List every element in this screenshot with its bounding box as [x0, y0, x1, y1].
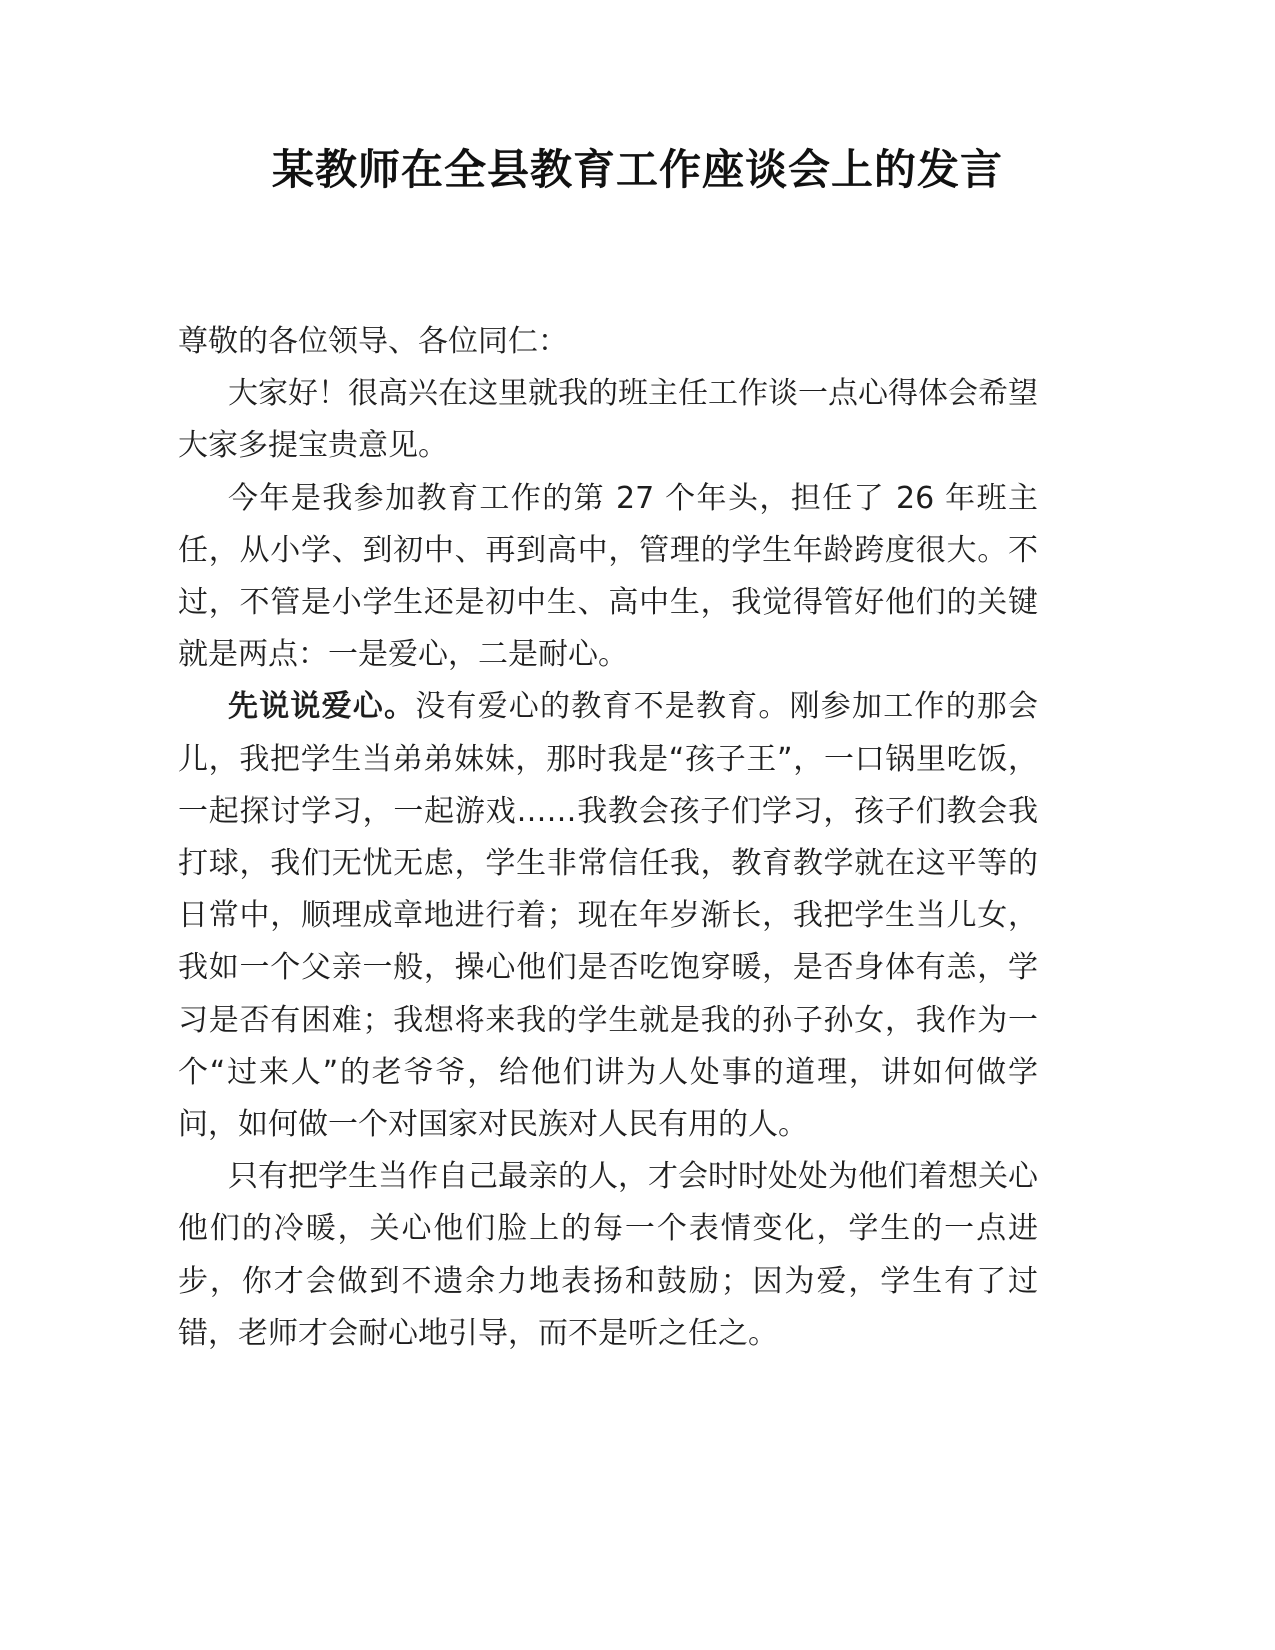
paragraph-closest — [178, 1151, 1038, 1360]
paragraph-text: 没有爱心的教育不是教育。刚参加工作的那会儿，我把学生当弟弟妹妹，那时我是“孩子王”，一口锅里吃饭，一起探讨学习，一起游戏……我教会孩子们学习，孩子们教会我打球，我们无忧无虑，学生非常信任我，教育教学就在这平等的日常中，顺理成章地进行着；现在年岁渐长，我把学生当儿女，我如一个父亲一般，操心他们是否吃饱穿暖，是否身体有恙，学习是否有困难；我想将来我的学生就是我的孙子孙女，我作为一个“过来人”的老爷爷，给他们讲为人处事的道理，讲如何做学问，如何做一个对国家对民族对人民有用的人。 — [178, 689, 1039, 1143]
document-title: 某教师在全县教育工作座谈会上的发言 — [271, 145, 1003, 194]
paragraph-lead-heading: 先说说爱心。 — [228, 689, 416, 725]
salutation: 尊敬的各位领导、各位同仁： — [178, 324, 568, 359]
document-body — [178, 316, 1038, 1360]
paragraph-text: 大家好！很高兴在这里就我的班主任工作谈一点心得体会希望大家多提宝贵意见。 — [178, 376, 1038, 464]
paragraph-career — [178, 473, 1038, 682]
paragraph-text: 今年是我参加教育工作的第 27 个年头，担任了 26 年班主任，从小学、到初中、再到高中，管理的学生年龄跨度很大。不过，不管是小学生还是初中生、高中生，我觉得管好他们的关键就是两点：一是爱心，二是耐心。 — [178, 480, 1038, 673]
paragraph-text: 只有把学生当作自己最亲的人，才会时时处处为他们着想关心他们的冷暖，关心他们脸上的每一个表情变化，学生的一点进步，你才会做到不遗余力地表扬和鼓励；因为爱，学生有了过错，老师才会耐心地引导，而不是听之任之。 — [178, 1159, 1038, 1351]
paragraph-greeting — [178, 368, 1038, 472]
paragraph-love — [178, 681, 1038, 1151]
